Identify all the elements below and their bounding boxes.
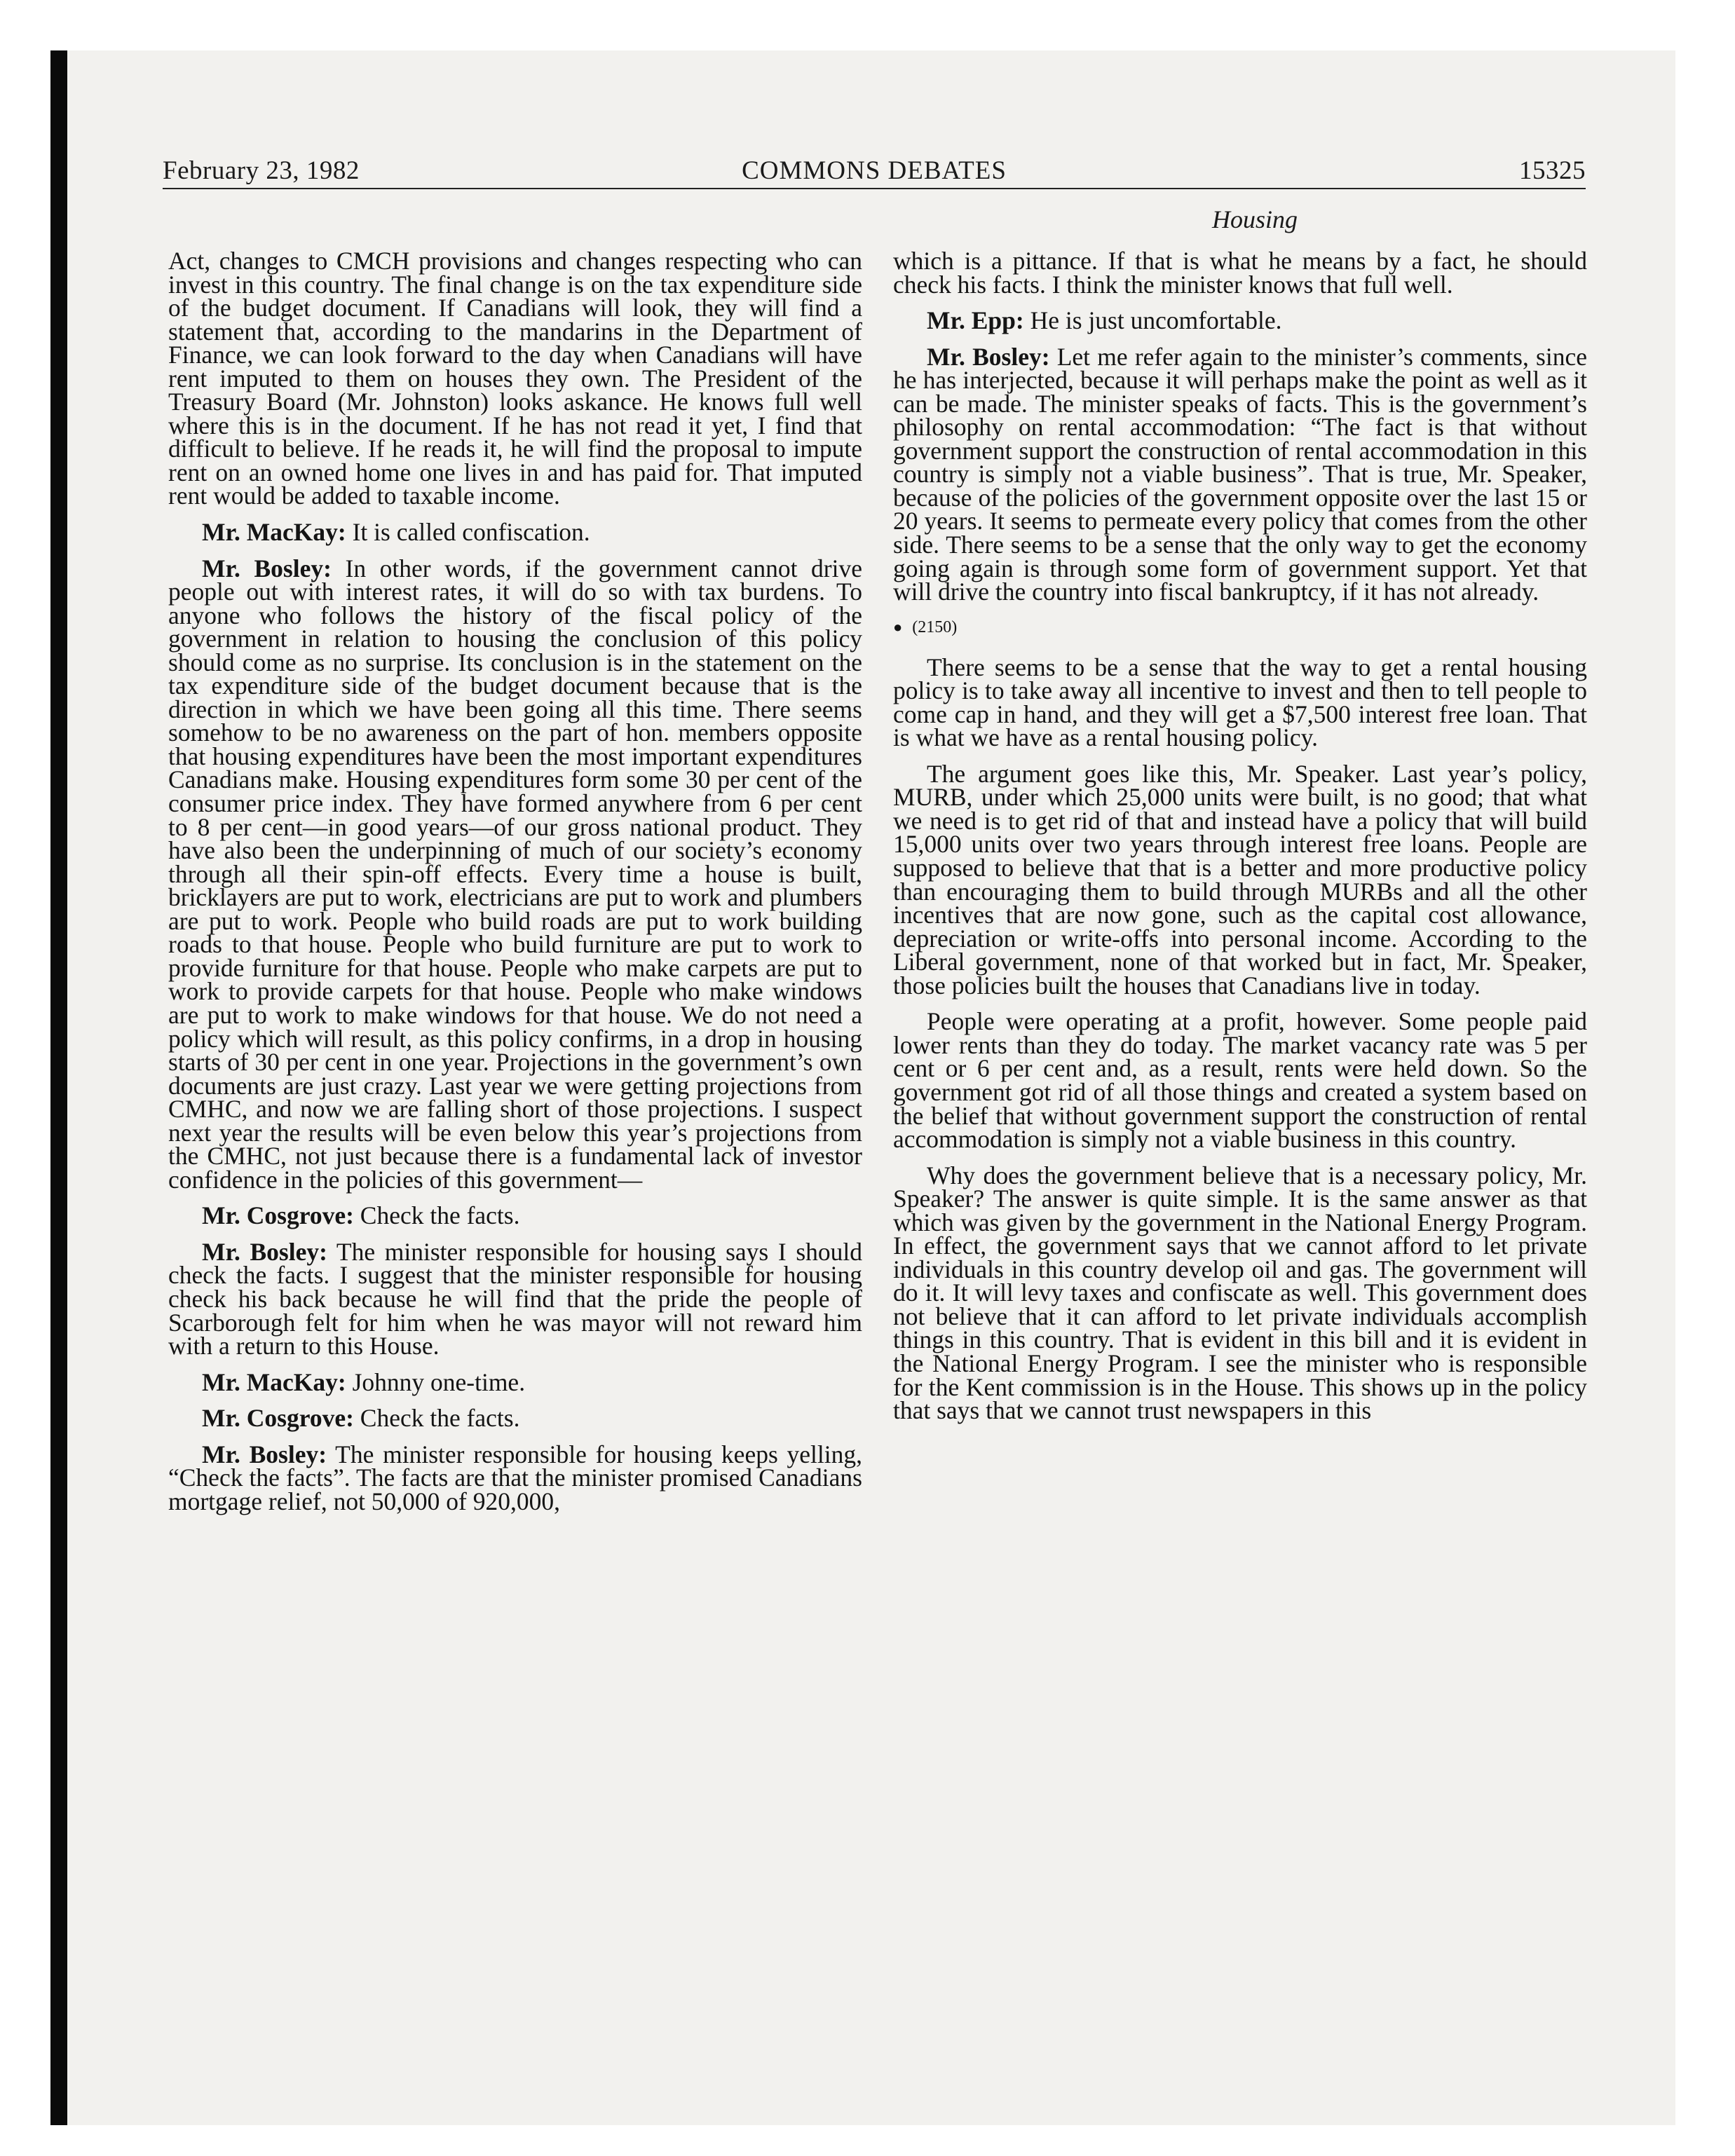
paragraph: Why does the government believe that is a necessary policy, Mr. Speaker? The answer is quite simple. It is the same answer as that which was given by the government in the National Energy Program. In effect, the government says that we cannot afford to let private individuals in this country develop oil and gas. The government will do it. It will levy taxes and confiscate as well. This government does not believe that it can afford to let private individuals accomplish things in this country. That is evident in this bill and it is evident in the National Energy Program. I see the minister who is responsible for the Kent commission is in the House. This shows up in the policy that says that we cannot trust newspapers in this (893, 1161, 1587, 1425)
speech-text: The minister responsible for housing keeps yelling, “Check the facts”. The facts are that the minister promised Canadians mortgage relief, not 50,000 of 920,000, (168, 1440, 862, 1515)
speaker-name: Mr. MacKay: (202, 1367, 346, 1396)
speaker-name: Mr. Bosley: (202, 554, 332, 582)
paragraph (893, 342, 1587, 606)
left-column (168, 247, 862, 1526)
paragraph (168, 1367, 862, 1396)
paragraph (168, 1201, 862, 1230)
speech-text: In other words, if the government cannot drive people out with interest rates, it will do so with tax burdens. To anyone who follows the history of the fiscal policy of the government in relation to housing the conclusion of this policy should come as no surprise. Its conclusion is in the statement on the tax expenditure side of the budget document because that is the direction in which we have been going all this time. There seems somehow to be no awareness on the part of hon. members opposite that housing expenditures have been the most important expenditures Canadians make. Housing expenditures form some 30 per cent of the consumer price index. They have formed anywhere from 6 per cent to 8 per cent—in good years—of our gross national product. They have also been the underpinning of much of our society’s economy through all their spin-off effects. Every time a house is built, bricklayers are put to work, electricians are put to work and plumbers are put to work. People who build roads are put to work building roads to that house. People who build furniture are put to work to provide furniture for that house. People who make carpets are put to work to provide carpets for that house. People who make windows are put to work to make windows for that house. We do not need a policy which will result, as this policy confirms, in a drop in housing starts of 30 per cent in one year. Projections in the government’s own documents are just crazy. Last year we were getting projections from CMHC, and now we are falling short of those projections. I suspect next year the results will be even below this year’s projections from the CMHC, not just because there is a fundamental lack of investor confidence in the policies of this government— (168, 554, 862, 1194)
binding-edge (50, 50, 67, 2125)
paragraph (168, 1440, 862, 1515)
speech-text: It is called confiscation. (346, 518, 590, 547)
header-date: February 23, 1982 (163, 156, 360, 185)
speaker-name: Mr. Cosgrove: (202, 1201, 354, 1230)
paragraph: Act, changes to CMCH provisions and changes respecting who can invest in this country. The final change is on the tax expenditure side of the budget document. If Canadians will look, they will find a statement that, according to the mandarins in the Department of Finance, we can look forward to the day when Canadians will have rent imputed to them on houses they own. The President of the Treasury Board (Mr. Johnston) looks askance. He knows full well where this is in the document. If he has not read it yet, I find that difficult to believe. If he reads it, he will find the proposal to impute rent on an owned home one lives in and has paid for. That imputed rent would be added to taxable income. (168, 247, 862, 510)
paragraph (168, 518, 862, 547)
header-title: COMMONS DEBATES (742, 156, 1007, 185)
speech-text: Johnny one-time. (346, 1367, 526, 1396)
bullet-icon: ● (893, 618, 903, 636)
paragraph: People were operating at a profit, however. Some people paid lower rents than they do today. The market vacancy rate was 5 per cent or 6 per cent and, as a result, rents were held down. So the government got rid of all those things and created a system based on the belief that without government support the construction of rental accommodation is simply not a viable business in this country. (893, 1007, 1587, 1154)
paragraph: which is a pittance. If that is what he means by a fact, he should check his facts. I think the minister knows that full well. (893, 247, 1587, 299)
speech-text: He is just uncomfortable. (1023, 306, 1282, 335)
time-marker (893, 617, 1587, 638)
speaker-name: Mr. MacKay: (202, 518, 346, 547)
page-number: 15325 (1519, 156, 1586, 185)
speech-text: Let me refer again to the minister’s comments, since he has interjected, because it will perhaps make the point as well as it can be made. The minister speaks of facts. This is the government’s philosophy on rental accommodation: “The fact is that without government support the construction of rental accommodation in this country is simply not a viable business”. That is true, Mr. Speaker, because of the policies of the government opposite over the last 15 or 20 years. It seems to permeate every policy that comes from the other side. There seems to be a sense that the only way to get the economy going again is through some form of government support. Yet that will drive the country into fiscal bankruptcy, if it has not already. (893, 342, 1587, 606)
paragraph (168, 1404, 862, 1433)
speaker-name: Mr. Bosley: (202, 1440, 327, 1468)
paragraph (893, 306, 1587, 335)
speech-text: The minister responsible for housing says I should check the facts. I suggest that the minister responsible for housing check his back because he will find that the pride the people of Scarborough felt for him when he was mayor will not reward him with a return to this House. (168, 1237, 862, 1360)
time-marker-text: (2150) (912, 618, 958, 636)
paragraph (168, 554, 862, 1194)
speech-text: Check the facts. (353, 1404, 520, 1433)
paragraph: The argument goes like this, Mr. Speaker. Last year’s policy, MURB, under which 25,000 units were built, is no good; that what we need is to get rid of that and instead have a policy that will build 15,000 units over two years through interest free loans. People are supposed to believe that that is a better and more productive policy than encouraging them to build through MURBs and all the other incentives that are now gone, such as the capital cost allowance, depreciation or write-offs into personal income. According to the Liberal government, none of that worked but in fact, Mr. Speaker, those policies built the houses that Canadians live in today. (893, 759, 1587, 999)
running-header (163, 156, 1586, 191)
speaker-name: Mr. Bosley: (927, 342, 1050, 371)
right-column (893, 247, 1587, 1435)
section-heading: Housing (1211, 205, 1298, 233)
speaker-name: Mr. Cosgrove: (202, 1404, 354, 1433)
speaker-name: Mr. Bosley: (202, 1237, 327, 1266)
speech-text: Check the facts. (353, 1201, 520, 1230)
header-rule (163, 188, 1586, 189)
paragraph: There seems to be a sense that the way to get a rental housing policy is to take away all incentive to invest and then to tell people to come cap in hand, and they will get a $7,500 interest free loan. That is what we have as a rental housing policy. (893, 653, 1587, 752)
paragraph (168, 1237, 862, 1360)
speaker-name: Mr. Epp: (927, 306, 1024, 335)
